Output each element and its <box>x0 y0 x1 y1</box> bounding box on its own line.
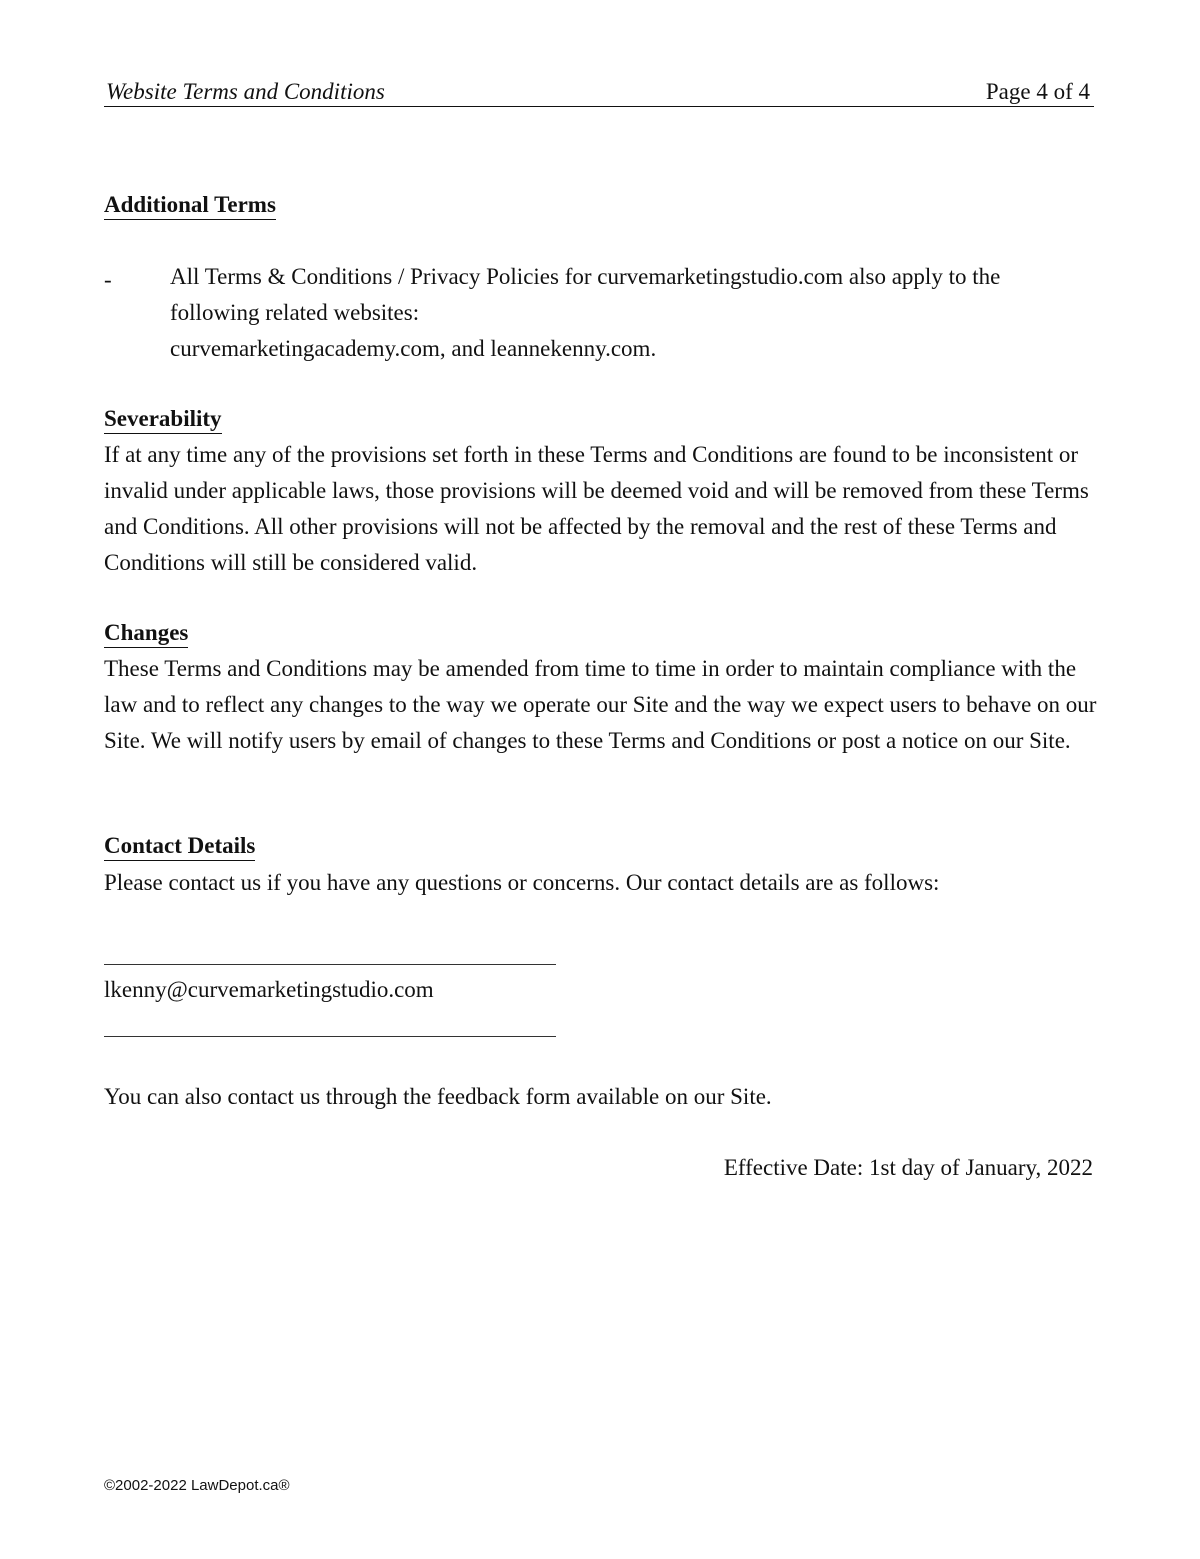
feedback-text: You can also contact us through the feedback form available on our Site. <box>104 1084 772 1109</box>
signature-line-bottom <box>104 1036 556 1037</box>
changes-text: These Terms and Conditions may be amended from time to time in order to maintain compliance with the law and to reflect any changes to the way we operate our Site and the way we expect users to behave on our Site. We will notify users by email of changes to these Terms and Conditions or post a notice on our Site. <box>104 656 1097 753</box>
heading-changes: Changes <box>104 619 188 648</box>
contact-email: lkenny@curvemarketingstudio.com <box>104 977 434 1002</box>
severability-text: If at any time any of the provisions set forth in these Terms and Conditions are found to be inconsistent or invalid under applicable laws, those provisions will be deemed void and will be removed from these Terms and Conditions. All other provisions will not be affected by the removal and the rest of these Terms and Conditions will still be considered valid. <box>104 442 1089 575</box>
bullet-line: All Terms & Conditions / Privacy Policies for curvemarketingstudio.com also apply to the <box>170 264 1001 289</box>
copyright-footer: ©2002-2022 LawDepot.ca® <box>104 1477 290 1494</box>
effective-date: Effective Date: 1st day of January, 2022 <box>723 1155 1093 1180</box>
bullet-line: curvemarketingacademy.com, and leannekenny.com. <box>170 336 657 361</box>
contact-intro-text: Please contact us if you have any questions or concerns. Our contact details are as follows: <box>104 870 940 895</box>
heading-additional-terms: Additional Terms <box>104 191 276 220</box>
page-number: Page 4 of 4 <box>985 79 1090 104</box>
bullet-marker: - <box>104 267 112 292</box>
heading-severability: Severability <box>104 405 222 434</box>
heading-contact-details: Contact Details <box>104 832 255 861</box>
additional-terms-bullet <box>170 259 1070 367</box>
document-title: Website Terms and Conditions <box>106 79 385 104</box>
signature-line-top <box>104 964 556 965</box>
bullet-line: following related websites: <box>170 300 420 325</box>
running-header <box>104 78 1094 107</box>
